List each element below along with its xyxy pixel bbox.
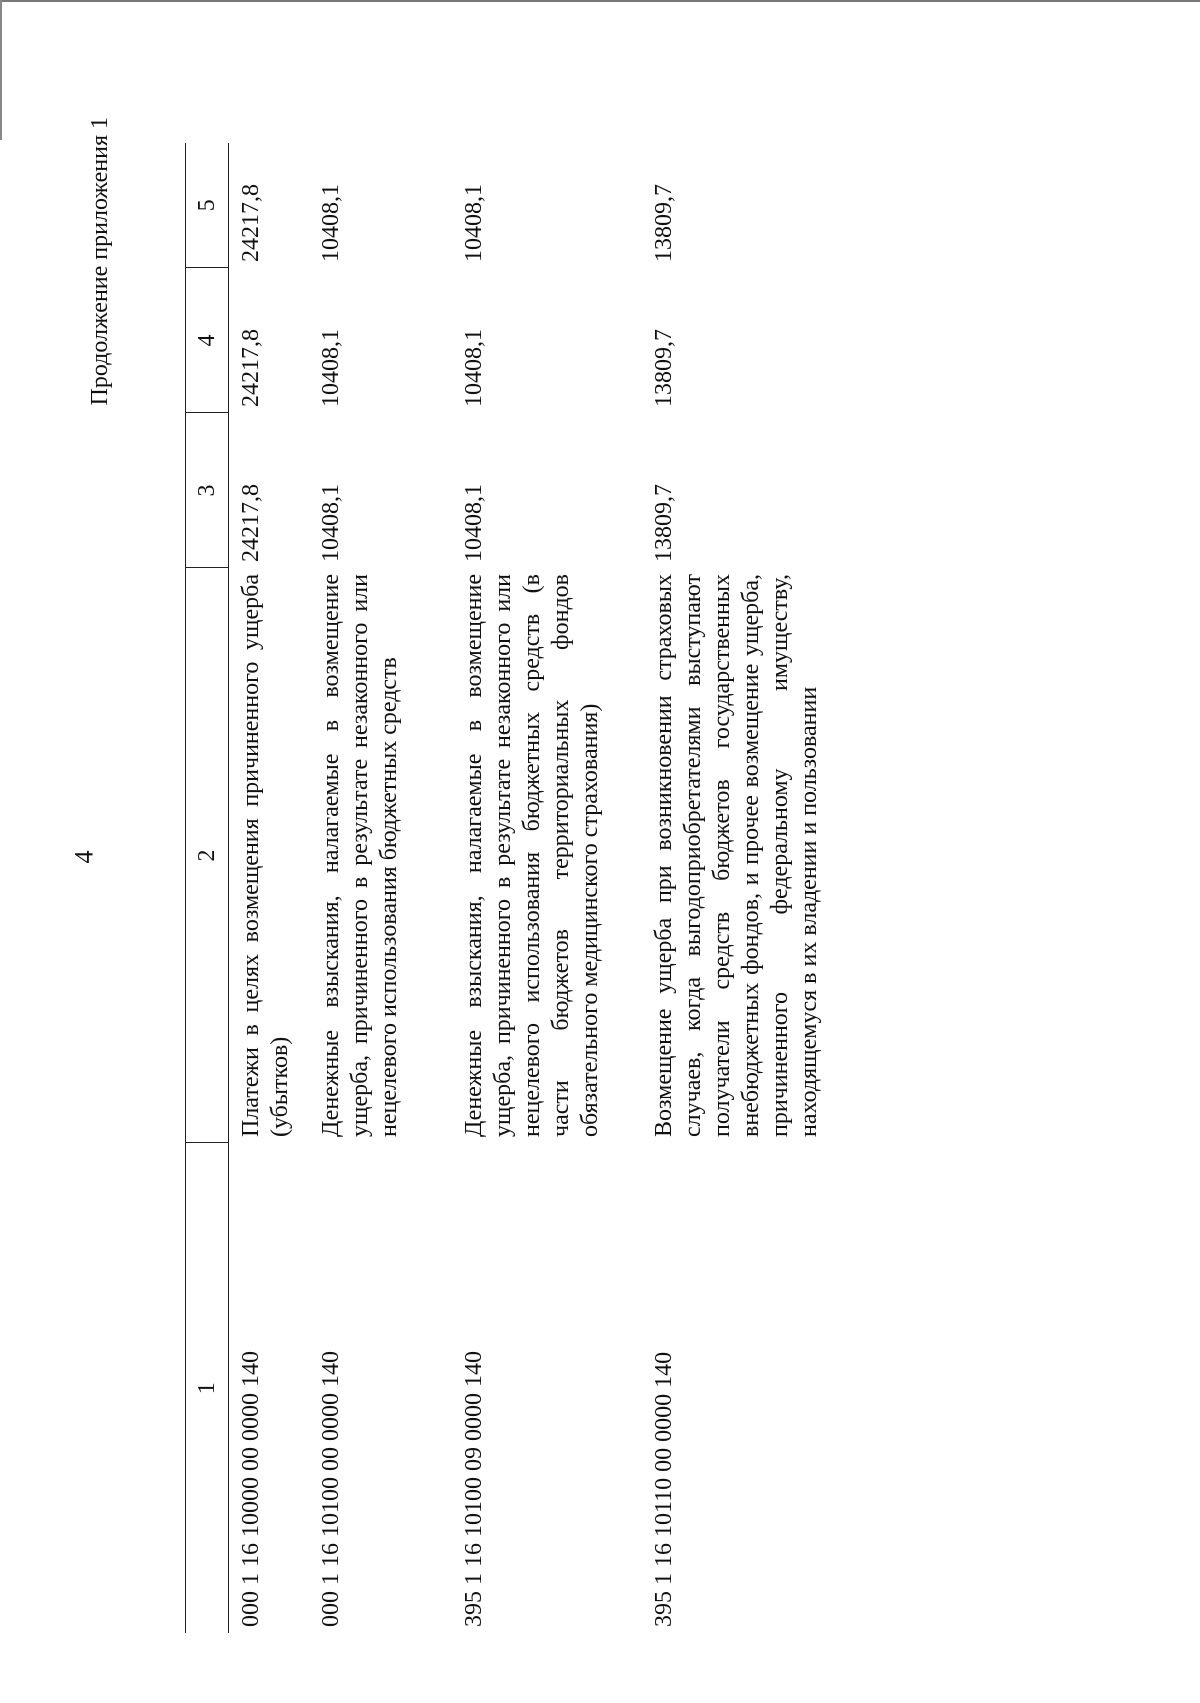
table-row: [642, 143, 934, 1633]
row-description: Денежные взыскания, налагаемые в возмещение ущерба, причиненного в результате незаконного или нецелевого использования бюджетных средств (в части бюджетов территориальных фондов обязательного медицинского страхования): [461, 574, 603, 1137]
row-value-col5: 24217,8: [238, 184, 264, 262]
row-description: Денежные взыскания, налагаемые в возмещение ущерба, причиненного в результате незаконного или нецелевого использования бюджетных средств: [318, 574, 402, 1137]
header-col-4: 4: [186, 268, 229, 413]
row-value-col4: 13809,7: [651, 329, 677, 407]
row-code: 000 1 16 10000 00 0000 140: [238, 1351, 264, 1627]
row-code: 395 1 16 10110 00 0000 140: [651, 1351, 677, 1627]
row-value-col5: 13809,7: [651, 184, 677, 262]
row-value-col3: 13809,7: [651, 484, 677, 562]
row-value-col4: 24217,8: [238, 329, 264, 407]
table-header-row: [186, 143, 229, 1633]
row-code: 395 1 16 10100 09 0000 140: [461, 1351, 487, 1627]
row-value-col3: 10408,1: [318, 484, 344, 562]
appendix-table: [185, 143, 934, 1633]
table-row: [452, 143, 642, 1633]
row-code: 000 1 16 10100 00 0000 140: [318, 1351, 344, 1627]
row-description: Платежи в целях возмещения причиненного ущерба (убытков): [238, 574, 293, 1137]
rotated-page-content: [80, 75, 1040, 1675]
header-col-1: 1: [186, 1143, 229, 1633]
scan-left-edge: [0, 0, 2, 140]
header-col-2: 2: [186, 568, 229, 1143]
row-value-col5: 10408,1: [318, 184, 344, 262]
row-value-col3: 10408,1: [461, 484, 487, 562]
row-value-col4: 10408,1: [318, 329, 344, 407]
row-description: Возмещение ущерба при возникновении страховых случаев, когда выгодоприобретателями выступают получатели средств бюджетов государственных внебюджетных фондов, и прочее возмещение ущерба, причиненного федеральному имуществу, находящемуся в их владении и пользовании: [651, 574, 822, 1137]
row-value-col4: 10408,1: [461, 329, 487, 407]
table-row: [309, 143, 452, 1633]
header-col-5: 5: [186, 143, 229, 268]
page-number: 4: [69, 850, 99, 864]
row-value-col5: 10408,1: [461, 184, 487, 262]
table-row: [229, 143, 310, 1633]
row-value-col3: 24217,8: [238, 484, 264, 562]
header-col-3: 3: [186, 413, 229, 568]
scan-top-edge: [0, 0, 1200, 2]
appendix-caption: Продолжение приложения 1: [87, 117, 113, 406]
